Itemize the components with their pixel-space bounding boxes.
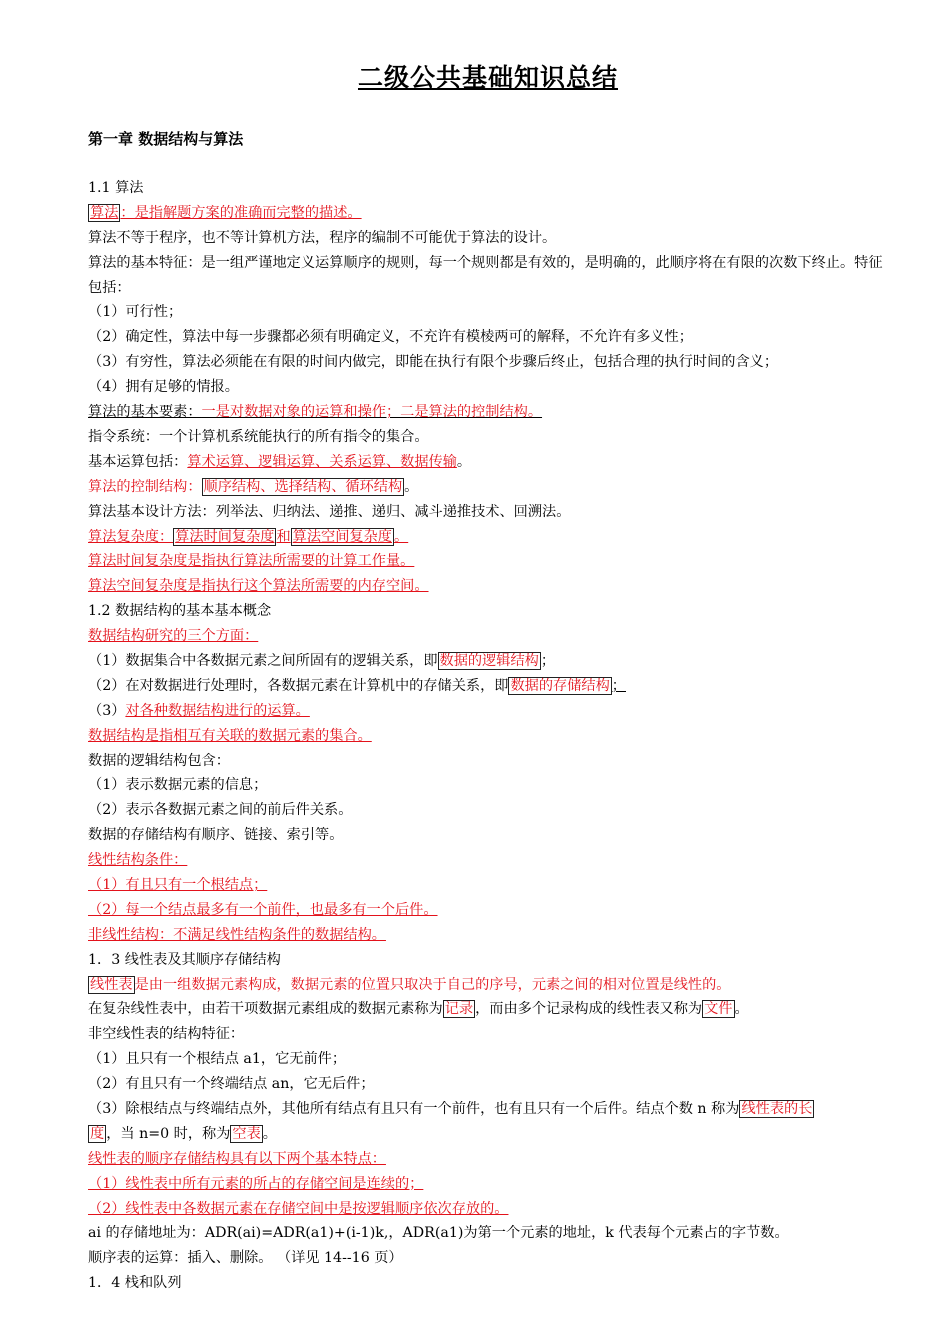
term-box: 算法空间复杂度 <box>292 528 392 545</box>
term-box: 线性表 <box>90 976 133 993</box>
list-item: （2）确定性，算法中每一步骤都必须有明确定义，不充许有模棱两可的解释，不允许有多义性； <box>88 329 693 346</box>
paragraph: 算法时间复杂度是指执行算法所需要的计算工作量。 <box>88 553 415 570</box>
term-box: 算法时间复杂度 <box>175 528 275 545</box>
paragraph: 数据结构研究的三个方面： <box>88 628 259 645</box>
paragraph: ai 的存储地址为：ADR(ai)=ADR(a1)+(i-1)k,，ADR(a1)为第一个元素的地址，k 代表每个元素占的字节数。 <box>88 1225 789 1242</box>
list-item: （4）拥有足够的情报。 <box>88 379 239 396</box>
list-item: （1）可行性； <box>88 304 183 321</box>
paragraph: 线性表 是由一组数据元素构成，数据元素的位置只取决于自己的序号，元素之间的相对位置是线性的。 <box>90 976 731 993</box>
paragraph: 非线性结构：不满足线性结构条件的数据结构。 <box>88 926 386 943</box>
paragraph: 算法的基本特征：是一组严谨地定义运算顺序的规则，每一个规则都是有效的，是明确的，此顺序将在有限的次数下终止。特征包括： <box>88 254 883 296</box>
paragraph: 算法基本设计方法：列举法、归纳法、递推、递归、减斗递推技术、回溯法。 <box>88 503 571 520</box>
term-box: 数据的逻辑结构 <box>439 652 539 669</box>
document-title: 二级公共基础知识总结 <box>357 63 618 92</box>
paragraph: 算法不等于程序，也不等计算机方法，程序的编制不可能优于算法的设计。 <box>88 229 557 246</box>
list-item: （2）在对数据进行处理时，各数据元素在计算机中的存储关系，即 数据的存储结构 ； <box>88 677 626 694</box>
paragraph: 基本运算包括：算术运算、逻辑运算、关系运算、数据传输。 <box>88 453 472 470</box>
body-text <box>88 176 888 1296</box>
paragraph: 算法的控制结构： 顺序结构、选择结构、循环结构 。 <box>88 478 419 495</box>
section-heading-1-2: 1.2 数据结构的基本基本概念 <box>88 603 272 620</box>
paragraph: 数据的存储结构有顺序、链接、索引等。 <box>88 827 344 844</box>
section-heading-1-4: 1．4 栈和队列 <box>88 1275 182 1292</box>
paragraph: 线性表的顺序存储结构具有以下两个基本特点： <box>88 1150 386 1167</box>
paragraph: 顺序表的运算：插入、删除。 （详见 14--16 页） <box>88 1250 403 1267</box>
list-item: （3）对各种数据结构进行的运算。 <box>88 702 310 719</box>
list-item: （1）表示数据元素的信息； <box>88 777 268 794</box>
term-box: 数据的存储结构 <box>510 677 610 694</box>
list-item: （1）数据集合中各数据元素之间所固有的逻辑关系，即 数据的逻辑结构 ； <box>88 652 556 669</box>
paragraph: 算法空间复杂度是指执行这个算法所需要的内存空间。 <box>88 578 429 595</box>
list-item: （1）线性表中所有元素的所占的存储空间是连续的； <box>88 1175 424 1192</box>
section-heading-1-3: 1．3 线性表及其顺序存储结构 <box>88 951 281 968</box>
chapter-heading: 第一章 数据结构与算法 <box>88 130 244 148</box>
list-item: （2）线性表中各数据元素在存储空间中是按逻辑顺序依次存放的。 <box>88 1200 509 1217</box>
list-item: （1）且只有一个根结点 a1，它无前件； <box>88 1051 347 1068</box>
term-box: 文件 <box>704 1001 733 1018</box>
paragraph: 指令系统：一个计算机系统能执行的所有指令的集合。 <box>88 428 429 445</box>
paragraph: 算法复杂度： 算法时间复杂度 和 算法空间复杂度 。 <box>88 528 409 545</box>
paragraph: 线性结构条件： <box>88 852 188 869</box>
paragraph: 非空线性表的结构特征： <box>88 1026 245 1043</box>
term-box: 线性表的长 <box>741 1100 813 1117</box>
paragraph: 算法的基本要素：一是对数据对象的运算和操作；二是算法的控制结构。 <box>88 404 543 421</box>
term-box-algorithm: 算法 <box>90 204 119 221</box>
algorithm-definition: 算法 ：是指解题方案的准确而完整的描述。 <box>90 204 362 221</box>
term-box: 记录 <box>444 1001 474 1018</box>
list-item: （2）每一个结点最多有一个前件，也最多有一个后件。 <box>88 901 438 918</box>
term-box: 度 <box>90 1125 105 1142</box>
paragraph: 在复杂线性表中，由若干项数据元素组成的数据元素称为 记录 ，而由多个记录构成的线性表又称为 文件 。 <box>88 1001 749 1018</box>
list-item: （2）有且只有一个终端结点 an，它无后件； <box>88 1076 375 1093</box>
list-item: （3）有穷性，算法必须能在有限的时间内做完，即能在执行有限个步骤后终止，包括合理的执行时间的含义； <box>88 354 779 371</box>
paragraph: 数据的逻辑结构包含： <box>88 752 230 769</box>
section-heading-1-1: 1.1 算法 <box>88 180 144 196</box>
term-box: 空表 <box>232 1125 261 1142</box>
list-item: （2）表示各数据元素之间的前后件关系。 <box>88 802 353 819</box>
list-item: （1）有且只有一个根结点； <box>88 876 268 893</box>
paragraph: 数据结构是指相互有关联的数据元素的集合。 <box>88 727 372 744</box>
term-box: 顺序结构、选择结构、循环结构 <box>203 478 403 495</box>
list-item: （3）除根结点与终端结点外，其他所有结点有且只有一个前件，也有且只有一个后件。结点个数 n 称为 线性表的长 <box>88 1100 813 1117</box>
list-item-continued: 度 ，当 n=0 时，称为 空表 。 <box>90 1125 277 1142</box>
